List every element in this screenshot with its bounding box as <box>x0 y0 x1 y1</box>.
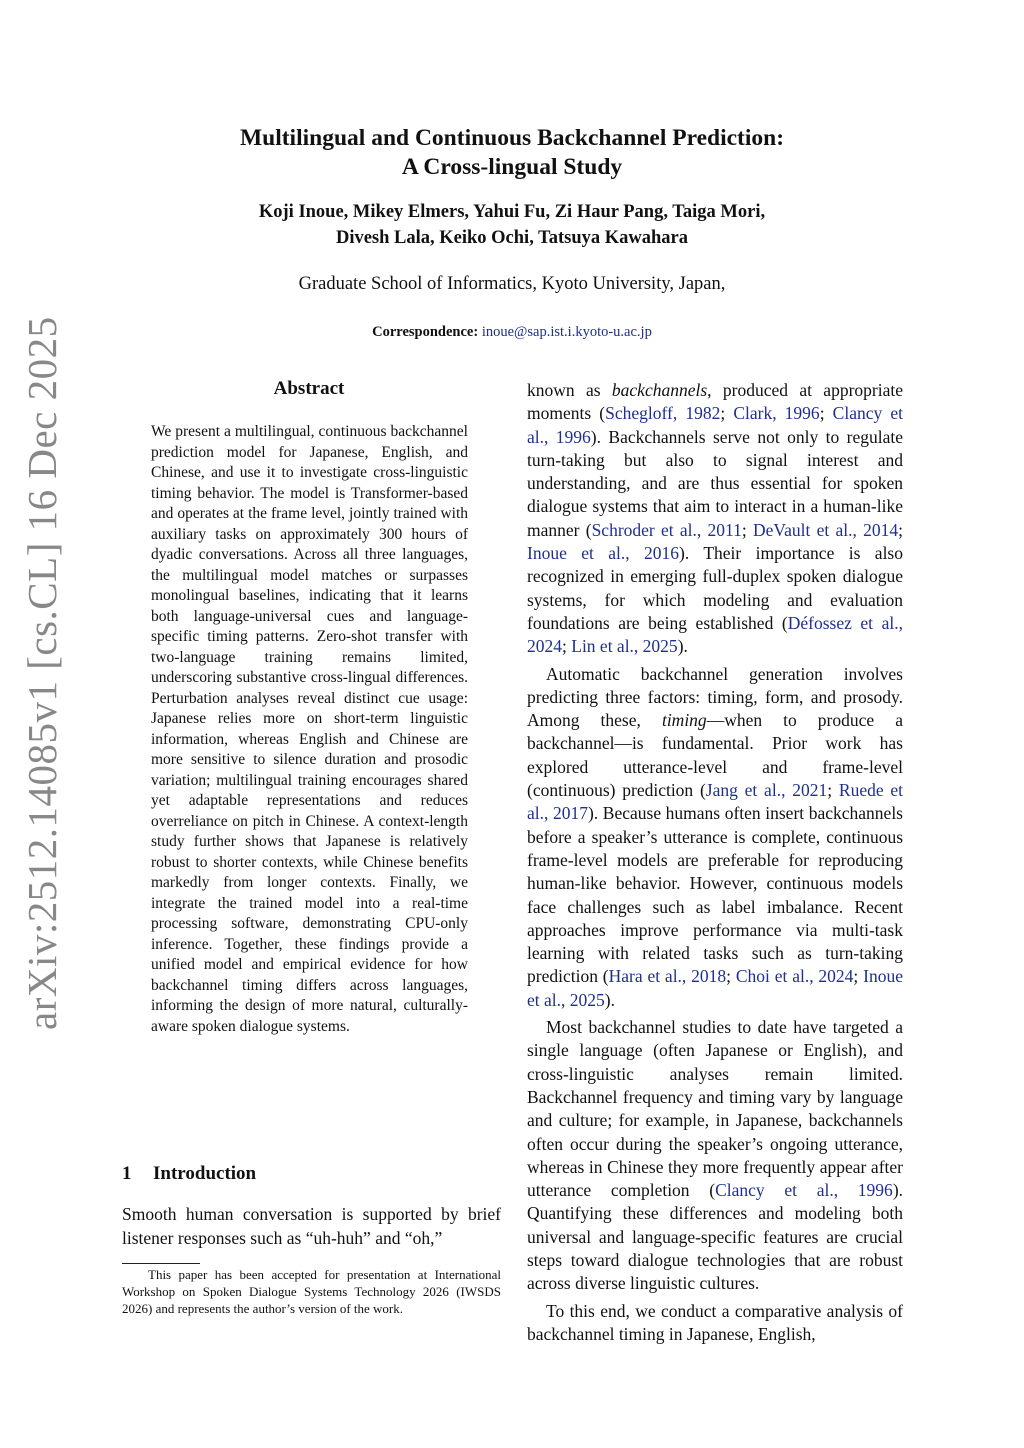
footnote-rule <box>122 1263 200 1264</box>
authors-line-2: Divesh Lala, Keiko Ochi, Tatsuya Kawahara <box>335 228 689 248</box>
section-heading-introduction <box>122 1163 256 1185</box>
title-line-2: A Cross-lingual Study <box>401 154 623 180</box>
paragraph-this-end: To this end, we conduct a comparative analysis of backchannel timing in Japanese, English, <box>527 1300 903 1344</box>
correspondence-label: Correspondence: <box>372 324 479 340</box>
author-list <box>0 199 1024 251</box>
citation-link[interactable]: Jang et al., 2021 <box>705 780 828 801</box>
citation-link[interactable]: Schroder et al., 2011 <box>591 519 742 540</box>
paper-title <box>0 124 1024 182</box>
abstract-text: We present a multilingual, continuous backchannel prediction model for Japanese, English, and Chinese, and use it to investigate cross-linguistic timing behavior. The model is Transformer-based and operates at the frame level, jointly trained with auxiliary tasks on approximately 300 hours of dyadic conversations. Across all three languages, the multilingual model matches or surpasses monolingual baselines, indicating that it learns both language-universal cues and language-specific timing patterns. Zero-shot transfer with two-language training remains limited, underscoring substantive cross-lingual differences. Perturbation analyses reveal distinct cue usage: Japanese relies more on short-term linguistic information, whereas English and Chinese are more sensitive to silence duration and prosodic variation; multilingual training encourages shared yet adaptable representations and reduces overreliance on pitch in Chinese. A context-length study further shows that Japanese is relatively robust to shorter contexts, while Chinese benefits markedly from longer contexts. Finally, we integrate the trained model into a real-time processing software, demonstrating CPU-only inference. Together, these findings provide a unified model and empirical evidence for how backchannel timing differs across languages, informing the design of more natural, culturally-aware spoken dialogue systems. <box>151 423 468 1035</box>
citation-link[interactable]: Lin et al., 2025 <box>571 636 678 657</box>
paragraph-cross-lingual: Most backchannel studies to date have targeted a single language (often Japanese or English), and cross-linguistic analyses remain limited. Backchannel frequency and timing vary by language and culture; for example, in Japanese, backchannels often occur during the speaker’s ongoing utterance, whereas in Chinese they more frequently appear after utterance completion (Clancy et al., 1996). Quantifying these differences and modeling both universal and language-specific features are crucial steps toward dialogue technologies that are robust across diverse linguistic cultures. <box>527 1017 904 1294</box>
citation-link[interactable]: DeVault et al., 2014 <box>752 519 899 540</box>
abstract-heading: Abstract <box>273 378 345 399</box>
footnote <box>122 1266 501 1317</box>
citation-link[interactable]: Défossez et al., 2024 <box>527 612 903 657</box>
section-title: Introduction <box>153 1163 257 1184</box>
correspondence <box>0 322 1024 342</box>
citation-link[interactable]: Clark, 1996 <box>733 403 820 424</box>
citation-link[interactable]: Choi et al., 2024 <box>735 966 854 987</box>
affiliation: Graduate School of Informatics, Kyoto University, Japan, <box>298 274 726 294</box>
citation-link[interactable]: Ruede et al., 2017 <box>527 780 904 824</box>
title-line-1: Multilingual and Continuous Backchannel Prediction: <box>239 125 785 151</box>
citation-link[interactable]: Hara et al., 2018 <box>608 966 727 987</box>
citation-link[interactable]: Clancy et al., 1996 <box>527 403 903 447</box>
citation-link[interactable]: Inoue et al., 2025 <box>527 966 903 1010</box>
paragraph-timing: Automatic backchannel generation involves predicting three factors: timing, form, and prosody. Among these, timing—when to produce a backchannel—is fundamental. Prior work has explored utterance-level and frame-level (continuous) prediction (Jang et al., 2021; Ruede et al., 2017). Because humans often insert backchannels before a speaker’s utterance is complete, continuous frame-level models are preferable for reproducing human-like behavior. However, continuous models face challenges such as label imbalance. Recent approaches improve performance via multi-task learning with related tasks such as turn-taking prediction (Hara et al., 2018; Choi et al., 2024; Inoue et al., 2025). <box>527 663 904 1010</box>
citation-link[interactable]: Schegloff, 1982 <box>605 403 721 424</box>
introduction-paragraph-start: Smooth human conversation is supported by brief listener responses such as “uh-huh” and “oh,” <box>122 1204 501 1248</box>
authors-line-1: Koji Inoue, Mikey Elmers, Yahui Fu, Zi Haur Pang, Taiga Mori, <box>258 202 766 222</box>
correspondence-email-link[interactable]: inoue@sap.ist.i.kyoto-u.ac.jp <box>481 324 652 340</box>
emphasis-timing: timing <box>661 710 707 731</box>
emphasis-backchannels: backchannels <box>611 380 708 400</box>
section-number: 1 <box>122 1163 132 1184</box>
footnote-text: This paper has been accepted for presentation at International Workshop on Spoken Dialogue Systems Technology 2026 (IWSDS 2026) and represents the author’s version of the work. <box>122 1267 501 1316</box>
paragraph-backchannels: known as backchannels, produced at appropriate moments (Schegloff, 1982; Clark, 1996; Clancy et al., 1996). Backchannels serve not only to regulate turn-taking but also to signal interest and understanding, and are thus essential for spoken dialogue systems that aim to interact in a human-like manner (Schroder et al., 2011; DeVault et al., 2014; Inoue et al., 2016). Their importance is also recognized in emerging full-duplex spoken dialogue systems, for which modeling and evaluation foundations are being established (Défossez et al., 2024; Lin et al., 2025). <box>527 380 903 657</box>
right-column <box>527 379 903 1346</box>
arxiv-identifier: arXiv:2512.14085v1 [cs.CL] 16 Dec 2025 <box>19 316 65 1030</box>
citation-link[interactable]: Inoue et al., 2016 <box>527 543 680 564</box>
citation-link[interactable]: Clancy et al., 1996 <box>715 1180 893 1201</box>
